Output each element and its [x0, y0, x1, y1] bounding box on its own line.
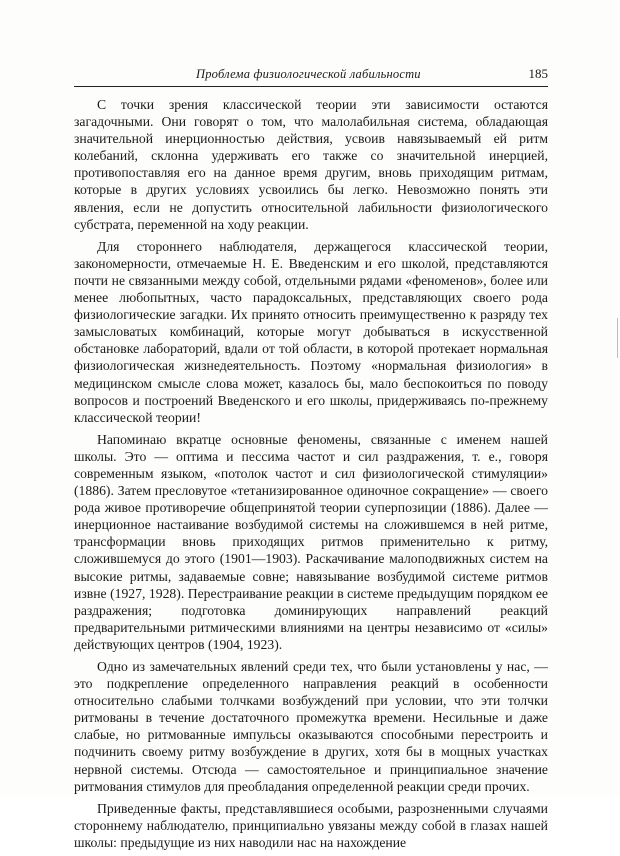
paragraph-1: С точки зрения классической теории эти зависимости остаются загадочными. Они говорят о том, что малолабильная система, обладающая значительной инерционностью действия, усвоив навязываемый ей ритм колебаний, склонна удерживать его также со значительной инерцией, противопоставляя его на данное время другим, вновь приходящим ритмам, которые в других условиях усвоились бы легко. Невозможно понять эти явления, если не допустить относительной лабильности физиологического субстрата, переменной на ходу реакции.	[74, 97, 548, 232]
page-number: 185	[528, 66, 548, 81]
running-header	[74, 64, 548, 87]
paragraph-5: Приведенные факты, представлявшиеся особыми, разрозненными случаями стороннему наблюдателю, принципиально увязаны между собой в глазах нашей школы: предыдущие из них наводили нас на нахождение	[74, 800, 548, 850]
paragraph-4: Одно из замечательных явлений среди тех, что были установлены у нас, — это подкрепление определенного направления реакций в особенности относительно слабыми толчками возбуждений при условии, что эти толчки ритмованы в течение достаточного промежутка времени. Несильные и даже слабые, но ритмованные импульсы оказываются способными перестроить и подчинить своему ритму возбуждение в других, хотя бы в мощных участках нервной системы. Отсюда — самостоятельное и принципиальное значение ритмования стимулов для преобладания определенной реакции среди прочих.	[74, 659, 548, 794]
body-text	[74, 96, 548, 856]
paragraph-3: Напоминаю вкратце основные феномены, связанные с именем нашей школы. Это — оптима и пессима частот и сил раздражения, т. е., говоря современным языком, «потолок частот и сил физиологической стимуляции» (1886). Затем пресловутое «тетанизированное одиночное сокращение» — своего рода живое противоречие общепринятой теории суперпозиции (1886). Далее — инерционное настаивание возбудимой системы на сложившемся в ней ритме, трансформации вновь приходящих ритмов применительно к ритму, сложившемуся до этого (1901—1903). Раскачивание малоподвижных систем на высокие ритмы, задаваемые совне; навязывание возбудимой системе ритмов извне (1927, 1928). Перестраивание реакции в системе предыдущим порядком ее раздражения; подготовка доминирующих направлений реакций предварительными ритмическими влияниями на центры независимо от «силы» действующих центров (1904, 1923).	[74, 431, 548, 652]
paragraph-2: Для стороннего наблюдателя, держащегося классической теории, закономерности, отмечаемые Н. Е. Введенским и его школой, представляются почти не связанными между собой, отдельными рядами «феноменов», более или менее любопытных, часто парадоксальных, представляющих своего рода физиологические загадки. Их принято относить преимущественно к разряду тех замысловатых комбинаций, которые могут добываться в искусственной обстановке лабораторий, вдали от той области, в которой протекает нормальная физиологическая жизнедеятельность. Поэтому «нормальная физиология» в медицинском смысле слова может, казалось бы, мало беспокоиться по поводу вопросов и построений Введенского и его школы, придерживаясь по-прежнему классической теории!	[74, 238, 548, 425]
page-edge-mark	[617, 318, 618, 358]
running-header-title: Проблема физиологической лабильности	[196, 67, 421, 81]
